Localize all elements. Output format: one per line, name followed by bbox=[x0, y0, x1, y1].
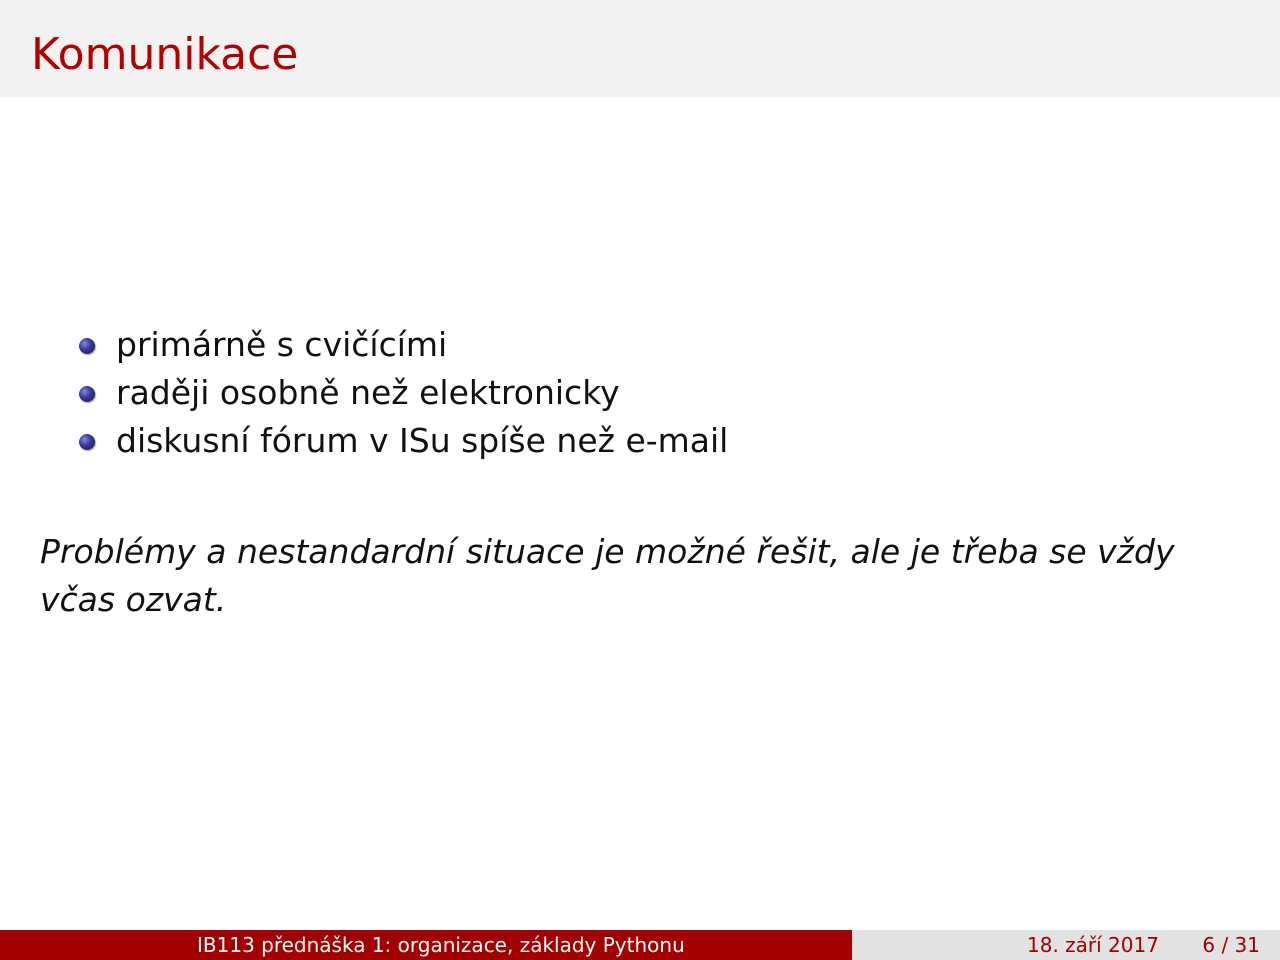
list-item bbox=[0, 323, 728, 371]
slide-title: Komunikace bbox=[31, 29, 299, 80]
list-item bbox=[0, 371, 728, 419]
bullet-list bbox=[0, 323, 728, 467]
bullet-text: raději osobně než elektronicky bbox=[116, 373, 620, 412]
ball-bullet-icon bbox=[79, 434, 95, 450]
footer-right-panel bbox=[852, 930, 1280, 960]
list-item bbox=[0, 419, 728, 467]
bullet-text: diskusní fórum v ISu spíše než e-mail bbox=[116, 421, 729, 460]
ball-bullet-icon bbox=[79, 338, 95, 354]
italic-note: Problémy a nestandardní situace je možné řešit, ale je třeba se vždy včas ozvat. bbox=[40, 532, 1175, 619]
bullet-text: primárně s cvičícími bbox=[116, 325, 448, 364]
footer bbox=[0, 930, 1280, 960]
footer-subtitle: IB113 přednáška 1: organizace, základy Pythonu bbox=[197, 933, 685, 957]
footer-left-panel bbox=[0, 930, 852, 960]
page-number: 6 / 31 bbox=[1202, 933, 1260, 957]
ball-bullet-icon bbox=[79, 386, 95, 402]
footer-date: 18. září 2017 bbox=[1027, 933, 1159, 957]
title-bar bbox=[0, 0, 1280, 97]
